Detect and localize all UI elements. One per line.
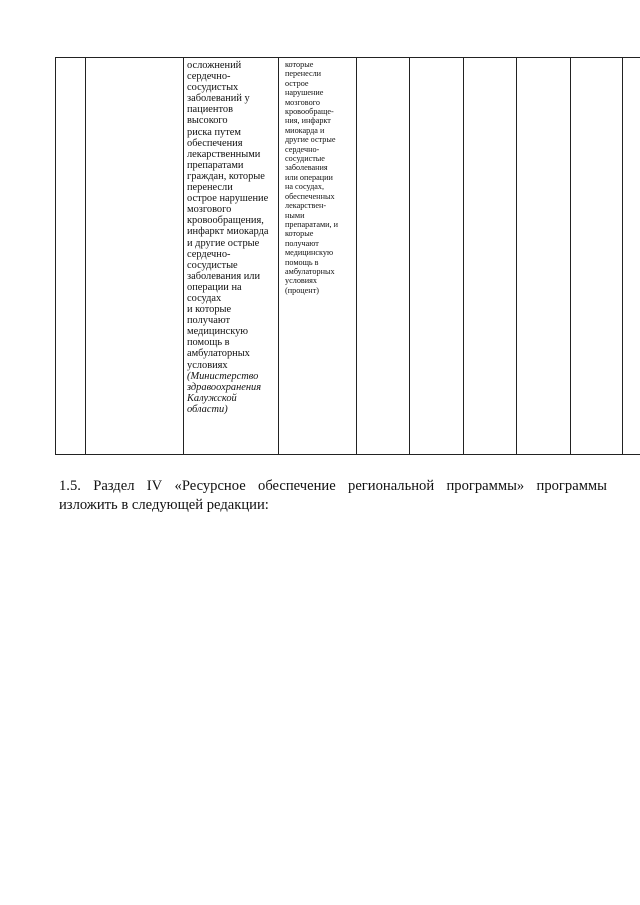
paragraph-word: программы»	[446, 478, 525, 494]
goal-line: граждан, которые	[187, 170, 265, 182]
goal-cell	[184, 58, 279, 455]
goal-line: заболевания или	[187, 270, 261, 282]
goal-line: лекарственными	[187, 148, 261, 160]
goal-line: условиях	[187, 359, 228, 371]
indicator-text	[279, 58, 356, 295]
indicator-line: острое	[285, 78, 309, 88]
goal-line: инфаркт миокарда	[187, 226, 269, 238]
goal-line: препаратами	[187, 159, 244, 171]
indicator-line: кровообраще-	[285, 107, 334, 117]
paragraph-word: обеспечение	[258, 478, 336, 494]
goal-line: амбулаторных	[187, 348, 250, 360]
value-cell	[357, 58, 410, 455]
indicator-line: медицинскую	[285, 248, 334, 258]
value-cell	[623, 58, 640, 455]
goal-line: осложнений	[187, 60, 242, 71]
goal-text	[184, 58, 278, 454]
goal-line: сосудистых	[187, 82, 239, 94]
ministry-line: области)	[187, 403, 228, 415]
paragraph-word: 1.5.	[59, 478, 81, 494]
goal-line: помощь в	[187, 337, 230, 349]
goal-line: высокого	[187, 115, 228, 127]
task-cell	[86, 58, 184, 455]
indicator-line: ными	[285, 210, 305, 220]
indicator-line: другие острые	[285, 135, 336, 145]
indicators-table	[55, 57, 640, 455]
value-cell	[517, 58, 571, 455]
indicator-cell	[279, 58, 357, 455]
number-cell	[56, 58, 86, 455]
goal-line: мозгового	[187, 204, 232, 216]
indicator-line: миокарда и	[285, 125, 325, 135]
indicator-line: получают	[285, 238, 319, 248]
goal-line: заболеваний у	[187, 93, 250, 105]
paragraph-line-2: изложить в следующей редакции:	[59, 497, 269, 513]
indicator-line: нарушение	[285, 88, 324, 98]
indicator-line: заболевания	[285, 163, 328, 173]
goal-line: перенесли	[187, 182, 233, 194]
indicator-line: сосудистые	[285, 154, 325, 164]
indicator-line: помощь в	[285, 257, 319, 267]
indicator-line: или операции	[285, 172, 333, 182]
value-cell	[464, 58, 517, 455]
paragraph-word: «Ресурсное	[174, 478, 246, 494]
goal-line: пациентов	[187, 104, 233, 116]
indicator-line: обеспеченных	[285, 191, 335, 201]
goal-line: риска путем	[187, 126, 241, 138]
indicator-line: препаратами, и	[285, 219, 338, 229]
paragraph-word: региональной	[348, 478, 435, 494]
value-cell	[571, 58, 623, 455]
ministry-line: Калужской	[187, 392, 237, 404]
ministry-line: здравоохранения	[187, 381, 262, 393]
indicator-line: перенесли	[285, 69, 322, 79]
goal-line: получают	[187, 315, 231, 327]
table-row	[56, 58, 640, 455]
goal-line: медицинскую	[187, 326, 249, 338]
goal-line: обеспечения	[187, 137, 243, 149]
indicator-line: условиях	[285, 276, 318, 286]
paragraph-line-1	[59, 477, 607, 496]
goal-line: острое нарушение	[187, 193, 269, 205]
indicator-line: мозгового	[285, 97, 320, 107]
goal-line: операции на	[187, 281, 242, 293]
goal-line: сердечно-	[187, 248, 231, 260]
amendment-paragraph	[59, 477, 607, 515]
paragraph-word: Раздел	[93, 478, 135, 494]
indicator-line: которые	[285, 229, 314, 239]
indicator-line: ния, инфаркт	[285, 116, 331, 126]
indicator-line: (процент)	[285, 285, 319, 295]
indicator-line: которые	[285, 60, 314, 69]
goal-line: сосудистые	[187, 259, 238, 271]
ministry-line: (Министерство	[187, 370, 259, 382]
goal-line: сосудах	[187, 292, 222, 304]
goal-line: кровообращения,	[187, 215, 264, 227]
indicator-line: на сосудах,	[285, 182, 325, 192]
goal-line: сердечно-	[187, 71, 231, 83]
value-cell	[410, 58, 464, 455]
indicator-line: лекарствен-	[285, 201, 327, 211]
paragraph-word: IV	[146, 478, 163, 494]
goal-line: и которые	[187, 304, 232, 316]
goal-line: и другие острые	[187, 237, 260, 249]
paragraph-word: программы	[536, 478, 607, 494]
indicator-line: сердечно-	[285, 144, 320, 154]
indicator-line: амбулаторных	[285, 266, 335, 276]
